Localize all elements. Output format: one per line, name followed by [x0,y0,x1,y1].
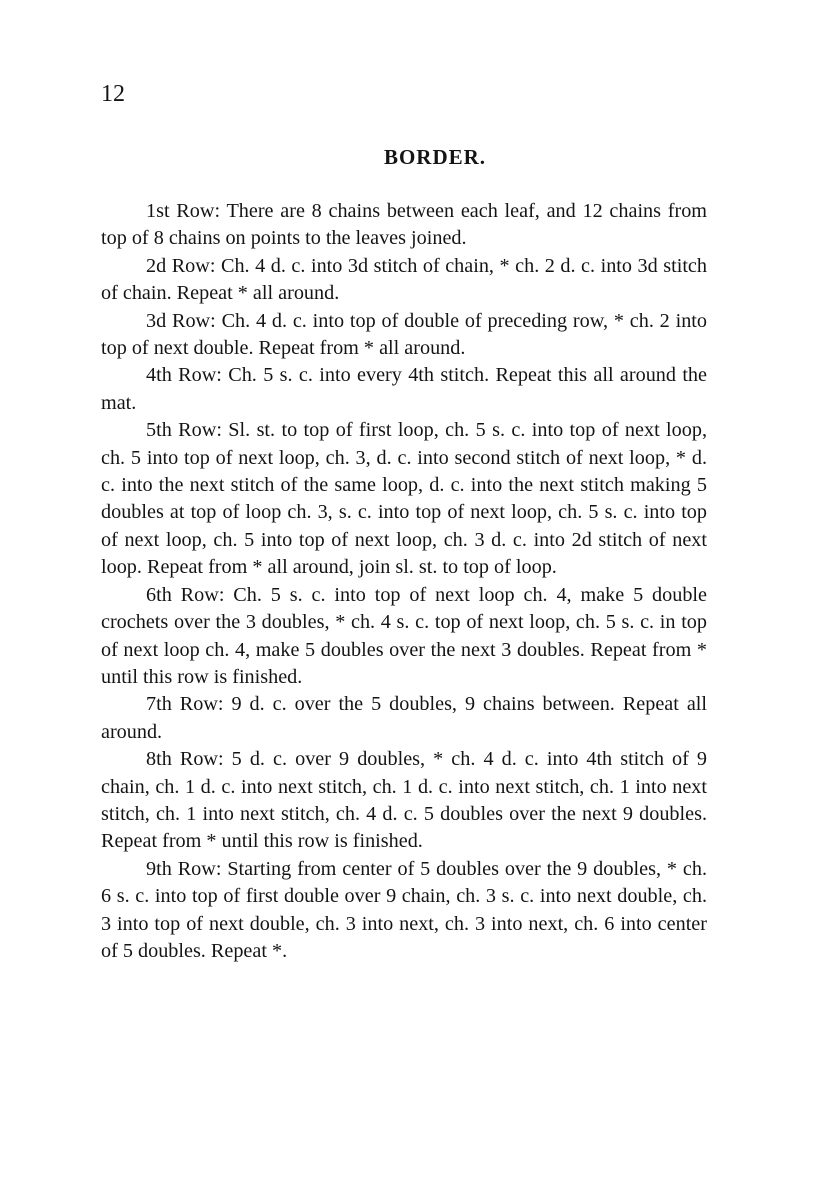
row-6-paragraph: 6th Row: Ch. 5 s. c. into top of next loop ch. 4, make 5 double crochets over the 3 doubles, * ch. 4 s. c. top of next loop, ch. 5 s. c. in top of next loop ch. 4, make 5 doubles over the next 3 doubles. Repeat from * until this row is finished. [101,583,707,688]
row-1-paragraph: 1st Row: There are 8 chains between each leaf, and 12 chains from top of 8 chains on points to the leaves joined. [101,200,707,250]
row-3-paragraph: 3d Row: Ch. 4 d. c. into top of double of preceding row, * ch. 2 into top of next double. Repeat from * all around. [101,309,707,360]
row-9-paragraph: 9th Row: Starting from center of 5 doubles over the 9 doubles, * ch. 6 s. c. into top of first double over 9 chain, ch. 3 s. c. into next double, ch. 3 into top of next double, ch. 3 into next, ch. 3 into next, ch. 6 into center of 5 doubles. Repeat *. [101,857,707,962]
row-8-paragraph: 8th Row: 5 d. c. over 9 doubles, * ch. 4 d. c. into 4th stitch of 9 chain, ch. 1 d. c. into next stitch, ch. 1 d. c. into next stitch, ch. 1 into next stitch, ch. 1 into next stitch, ch. 4 d. c. 5 doubles over the next 9 doubles. Repeat from * until this row is finished. [101,748,707,853]
row-4-paragraph: 4th Row: Ch. 5 s. c. into every 4th stitch. Repeat this all around the mat. [101,364,707,414]
row-5-paragraph: 5th Row: Sl. st. to top of first loop, ch. 5 s. c. into top of next loop, ch. 5 into top of next loop, ch. 3, d. c. into second stitch of next loop, * d. c. into the next stitch of the same loop, d. c. into the next stitch making 5 doubles at top of loop ch. 3, s. c. into top of next loop, ch. 5 s. c. into top of next loop, ch. 5 into top of next loop, ch. 3 d. c. into 2d stitch of next loop. Repeat from * all around, join sl. st. to top of loop. [101,419,707,579]
section-title: BORDER. [383,145,487,169]
page-number: 12 [101,81,125,107]
instructions-body [101,198,707,965]
row-2-paragraph: 2d Row: Ch. 4 d. c. into 3d stitch of chain, * ch. 2 d. c. into 3d stitch of chain. Repeat * all around. [101,254,707,305]
row-7-paragraph: 7th Row: 9 d. c. over the 5 doubles, 9 chains between. Repeat all around. [101,693,707,743]
